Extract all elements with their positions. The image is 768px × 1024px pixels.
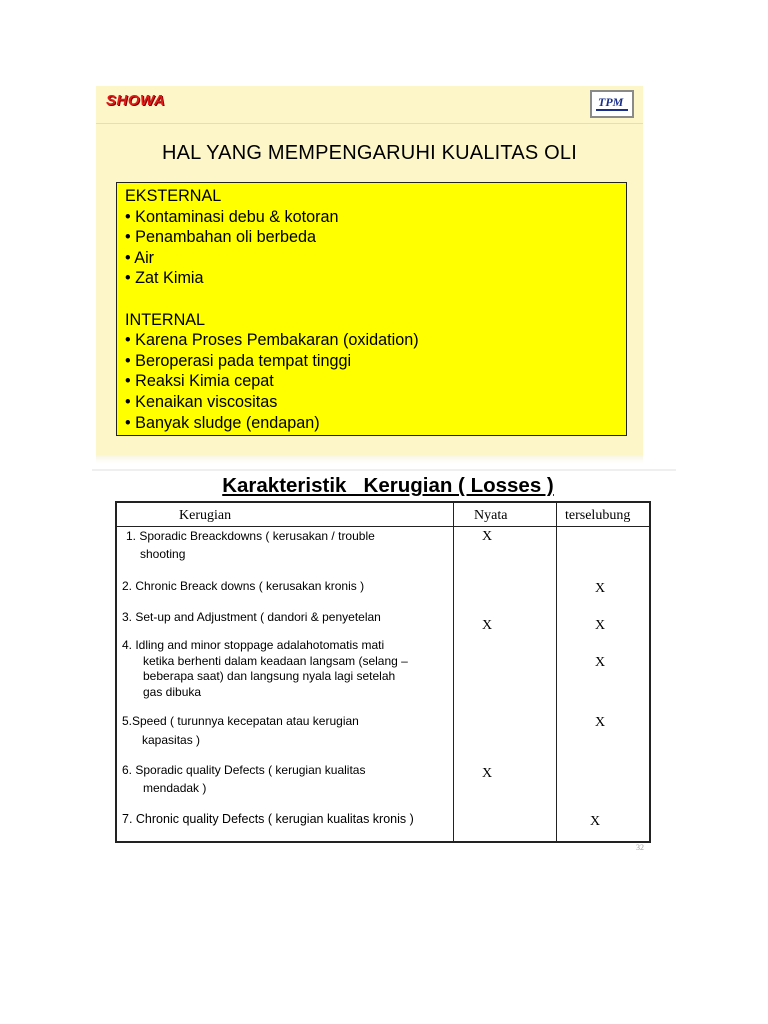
loss-row-text: shooting: [140, 546, 186, 561]
oil-quality-slide: [96, 86, 643, 455]
loss-row-text: 3. Set-up and Adjustment ( dandori & penyetelan: [122, 610, 381, 624]
terselubung-mark: X: [595, 715, 606, 730]
internal-item: • Beroperasi pada tempat tinggi: [125, 351, 352, 370]
nyata-mark: X: [482, 766, 493, 781]
column-divider: [556, 503, 557, 841]
header-divider: [117, 526, 649, 527]
external-heading: EKSTERNAL: [125, 187, 222, 205]
page-number: 32: [636, 843, 644, 852]
internal-heading: INTERNAL: [125, 310, 206, 329]
terselubung-mark: X: [595, 655, 606, 670]
external-item: • Penambahan oli berbeda: [125, 228, 317, 247]
header-terselubung: terselubung: [565, 508, 631, 523]
loss-row-3: [122, 609, 381, 627]
internal-item: • Karena Proses Pembakaran (oxidation): [125, 331, 419, 350]
loss-row-text: 1. Sporadic Breackdowns ( kerusakan / trouble: [126, 529, 375, 543]
loss-row-text: mendadak ): [143, 780, 207, 795]
header-nyata: Nyata: [474, 508, 508, 523]
loss-row-6: [122, 762, 365, 797]
external-item: • Air: [125, 248, 155, 267]
loss-row-text: 4. Idling and minor stoppage adalahotomatis mati: [122, 638, 385, 652]
loss-row-1: [126, 528, 375, 563]
tpm-logo-text: TPM: [598, 95, 624, 109]
loss-row-5: [122, 712, 359, 750]
showa-logo: SHOWA: [106, 92, 166, 109]
losses-title: Karakteristik Kerugian ( Losses ): [222, 474, 554, 497]
loss-row-text: 2. Chronic Breack downs ( kerusakan kronis ): [122, 579, 365, 593]
loss-row-7: [122, 811, 414, 829]
slide-header-separator: [96, 123, 643, 124]
loss-row-text: 7. Chronic quality Defects ( kerugian kualitas kronis ): [122, 812, 414, 826]
nyata-mark: X: [482, 618, 493, 633]
losses-table: [115, 501, 651, 843]
section-gap: [125, 289, 626, 310]
loss-row-4: [122, 638, 408, 700]
slide-title: HAL YANG MEMPENGARUHI KUALITAS OLI: [161, 142, 578, 164]
terselubung-mark: X: [595, 581, 606, 596]
slide-bottom-shade: [96, 455, 643, 463]
factors-box: [116, 182, 627, 436]
external-item: • Kontaminasi debu & kotoran: [125, 207, 339, 226]
nyata-mark: X: [482, 529, 493, 544]
internal-item: • Reaksi Kimia cepat: [125, 372, 274, 391]
internal-item: • Banyak sludge (endapan): [125, 413, 320, 432]
loss-row-text: 5.Speed ( turunnya kecepatan atau kerugian: [122, 714, 359, 728]
column-divider: [453, 503, 454, 841]
terselubung-mark: X: [595, 618, 606, 633]
loss-row-text: ketika berhenti dalam keadaan langsam (selang –: [143, 653, 408, 668]
loss-row-text: kapasitas ): [142, 733, 201, 747]
loss-row-2: [122, 578, 364, 596]
terselubung-mark: X: [590, 814, 601, 829]
loss-row-text: gas dibuka: [143, 684, 202, 699]
tpm-logo-underline: [596, 109, 628, 111]
header-kerugian: Kerugian: [179, 508, 232, 523]
loss-row-text: 6. Sporadic quality Defects ( kerugian kualitas: [122, 763, 366, 777]
loss-row-text: beberapa saat) dan langsung nyala lagi setelah: [143, 669, 396, 683]
internal-item: • Kenaikan viscositas: [125, 392, 278, 411]
section-divider: [92, 469, 676, 471]
tpm-logo: [590, 90, 634, 118]
external-item: • Zat Kimia: [125, 269, 204, 288]
